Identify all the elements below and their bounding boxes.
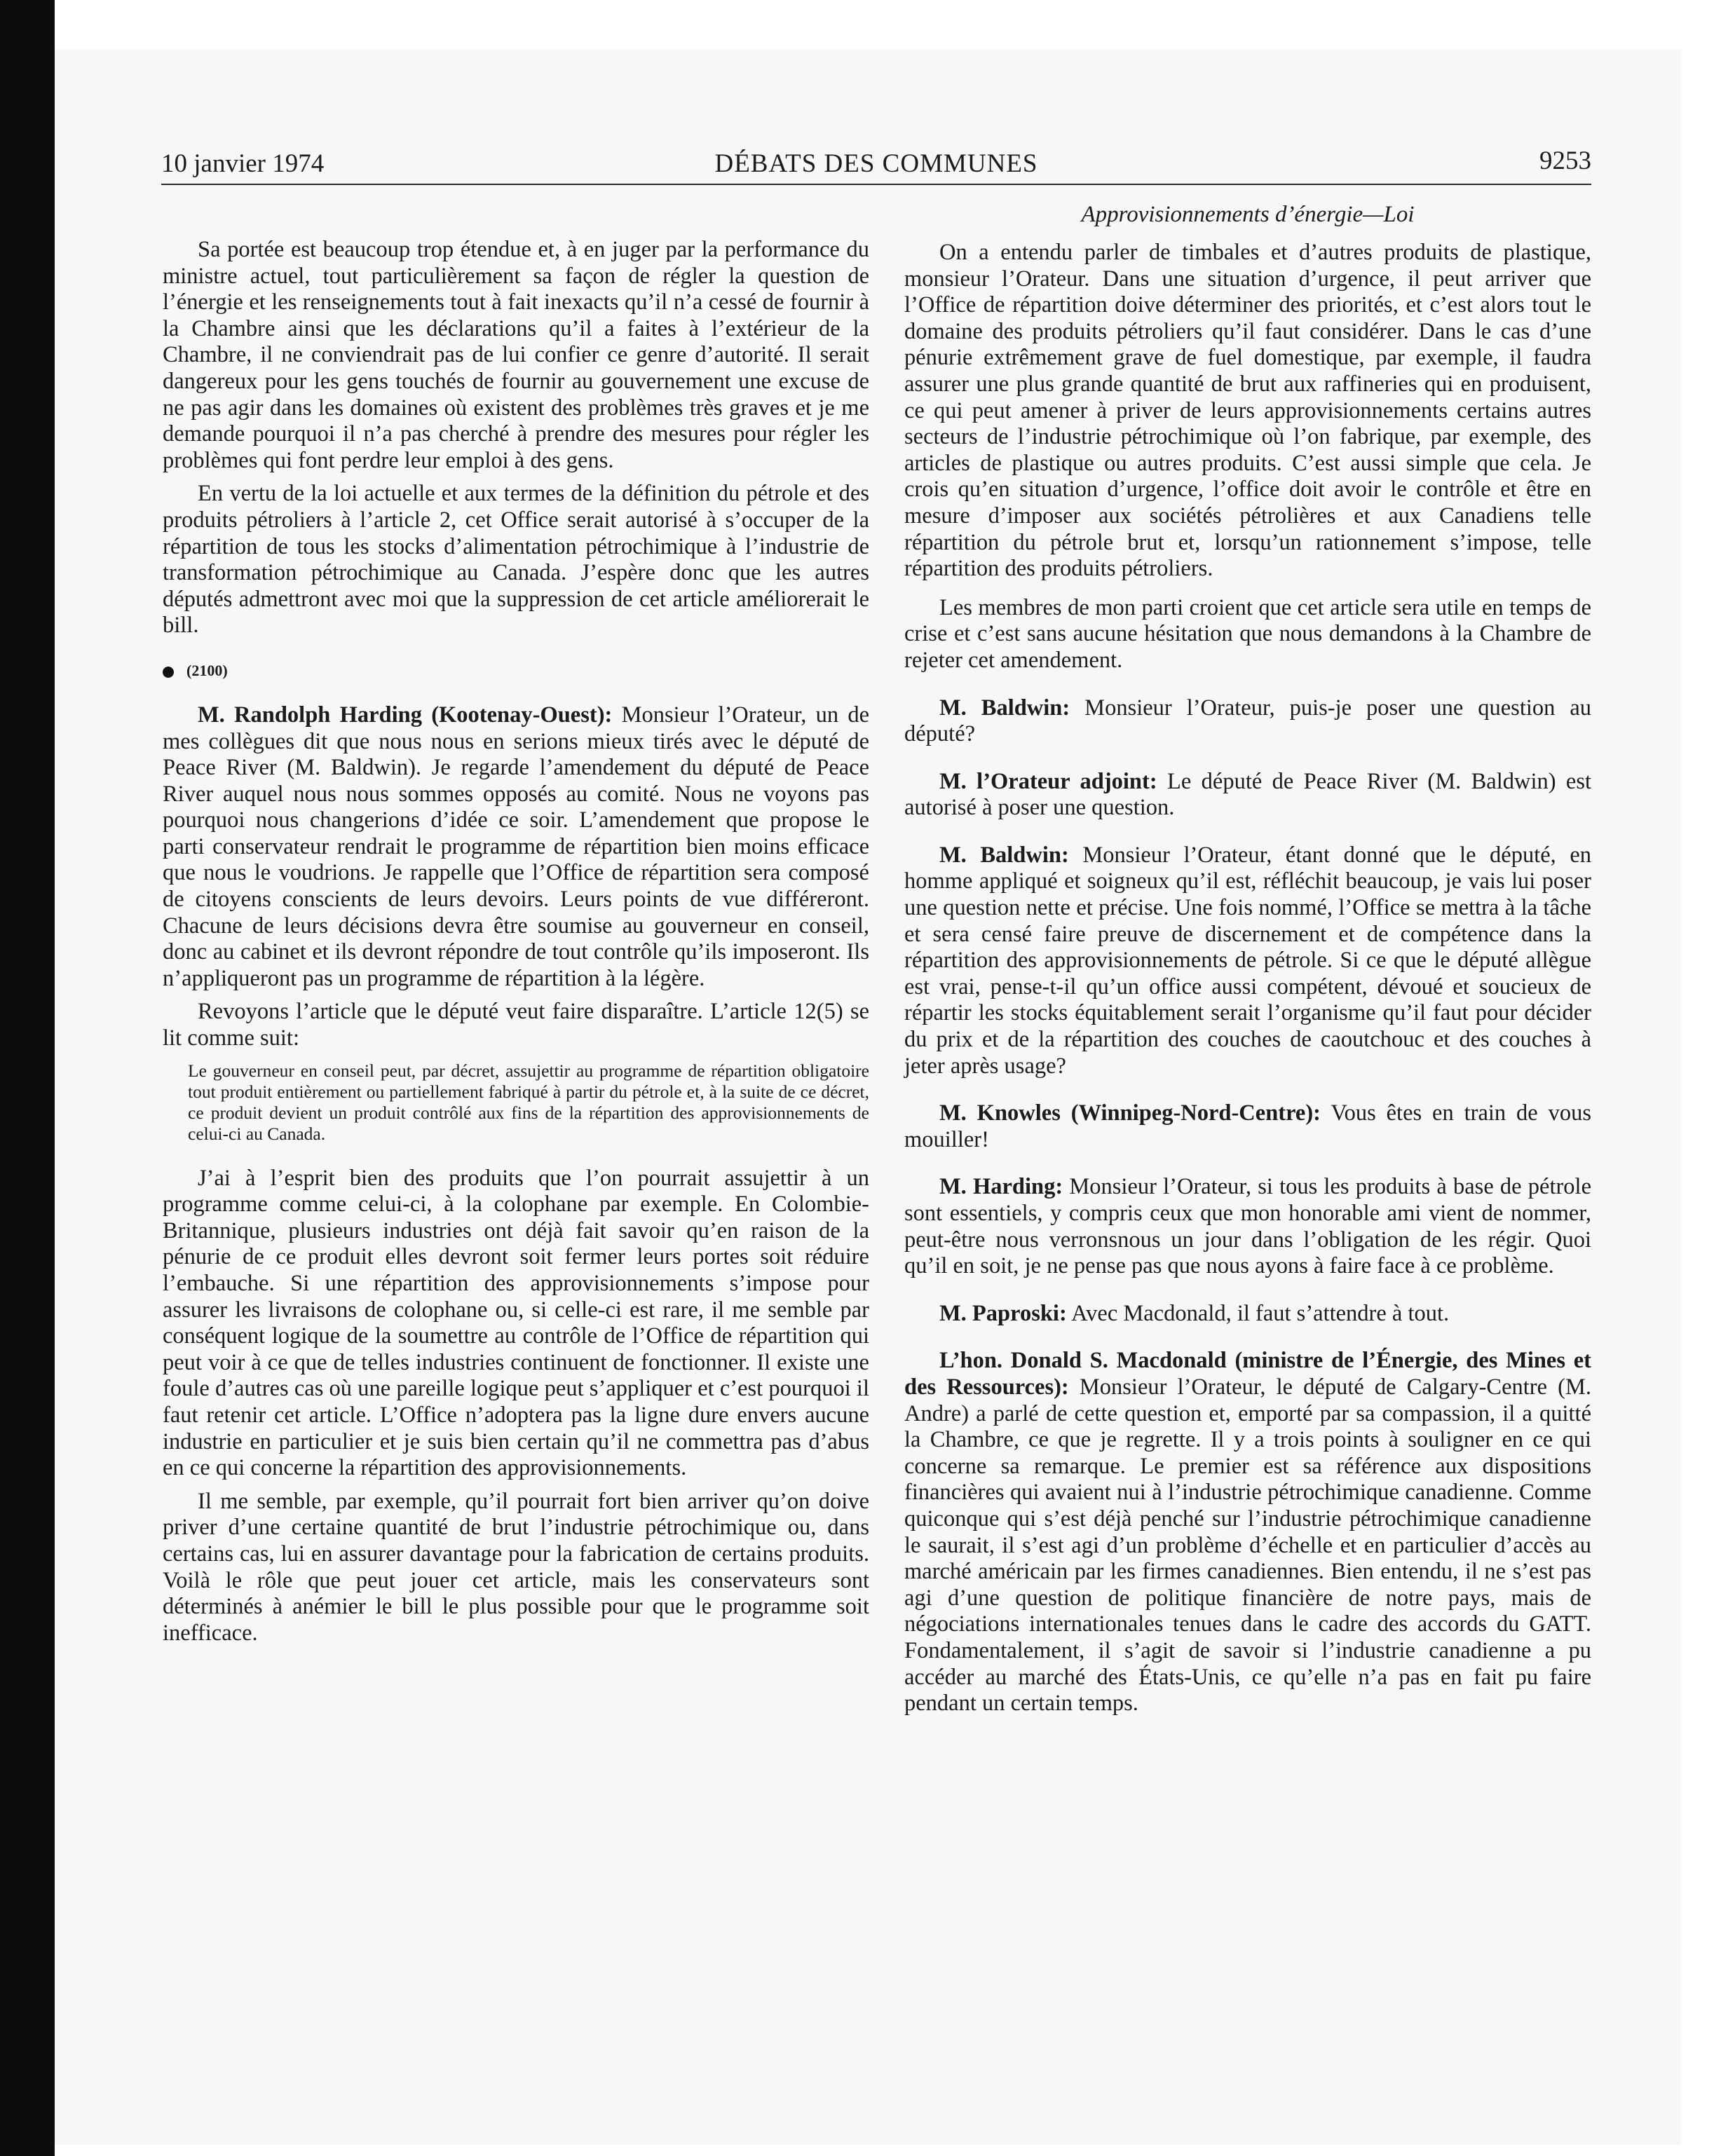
- speech-text: Monsieur l’Orateur, si tous les produits à base de pétrole sont essentiels, y compris ceux que mon honorable ami vient de nommer, peut-être nous verronsnous un jour dans l’obligation de les régir. Quoi qu’il en soit, je ne pense pas que nous ayons à faire face à ce problème.: [904, 1174, 1592, 1279]
- paragraph: On a entendu parler de timbales et d’autres produits de plastique, monsieur l’Orateur. Dans une situation d’urgence, il peut arriver que l’Office de répartition doive déterminer des priorités, et c’est alors tout le domaine des produits pétroliers qu’il faut considérer. Dans le cas d’une pénurie extrêmement grave de fuel domestique, par exemple, il faudra assurer une plus grande quantité de brut aux raffineries qui en produisent, ce qui peut amener à priver de leurs approvisionnements certains autres secteurs de l’industrie pétrochimique où l’on fabrique, par exemple, des articles de plastique ou autres produits. C’est aussi simple que cela. Je crois qu’en situation d’urgence, l’office doit avoir le contrôle et être en mesure d’imposer aux sociétés pétrolières et aux Canadiens telle répartition du pétrole brut et, lorsqu’un rationnement s’impose, telle répartition des produits pétroliers.: [904, 240, 1591, 582]
- page-number: 9253: [1539, 146, 1591, 175]
- speaker-name: M. Paproski:: [939, 1300, 1067, 1326]
- speech-paragraph: [904, 1301, 1591, 1328]
- speech-paragraph: [904, 842, 1591, 1079]
- speech-text: Monsieur l’Orateur, le député de Calgary-Centre (M. Andre) a parlé de cette question et, emporté par sa compassion, il a quitté la Chambre, ce que je regrette. Il y a trois points à souligner en ce qui concerne sa remarque. Le premier est sa référence aux dispositions financières qui avaient nui à l’industrie pétrochimique canadienne. Comme quiconque qui s’est déjà penché sur l’industrie pétrochimique canadienne le saurait, il s’est agi d’un problème d’échelle et en particulier d’accès au marché américain par les firmes canadiennes. Bien entendu, il ne s’est pas agi d’une question de politique financière de notre pays, mais de négociations internationales tenues dans le cadre des accords du GATT. Fondamentalement, il s’agit de savoir si l’industrie canadienne a pu accéder au marché des États-Unis, ce qu’elle n’a pas en fait pu faire pendant un certain temps.: [904, 1374, 1592, 1717]
- speaker-name: L’hon. Donald S. Macdonald (ministre de l’Énergie, des Mines et des Ressources):: [904, 1348, 1591, 1400]
- right-column: [904, 240, 1591, 1717]
- header-date: 10 janvier 1974: [161, 149, 325, 178]
- time-marker-text: (2100): [186, 661, 228, 679]
- speech-paragraph: [904, 1100, 1591, 1153]
- speaker-name: M. l’Orateur adjoint:: [939, 768, 1157, 794]
- speech-paragraph: [904, 1348, 1591, 1717]
- running-head: Approvisionnements d’énergie—Loi: [1081, 202, 1415, 227]
- speech-text: Monsieur l’Orateur, étant donné que le député, en homme appliqué et soigneux qu’il est, réfléchit beaucoup, je vais lui poser une question nette et précise. Une fois nommé, l’Office se mettra à la tâche et sera censé faire preuve de discernement et de compétence dans la répartition des approvisionnements de pétrole. Si ce que le député allègue est vrai, pense-t-il qu’un office aussi compétent, dévoué et soucieux de répartir les stocks équitablement serait l’organisme qu’il faut pour décider du prix et de la répartition des couches de caoutchouc et des couches à jeter après usage?: [904, 842, 1592, 1079]
- bullet-icon: [163, 667, 174, 678]
- page-header: [161, 146, 1591, 188]
- speech-text: Le député de Peace River (M. Baldwin) est autorisé à poser une question.: [904, 768, 1592, 821]
- quoted-article: [163, 1060, 869, 1145]
- header-rule: [161, 184, 1591, 185]
- speech-paragraph: [163, 702, 869, 992]
- speech-text: Monsieur l’Orateur, puis-je poser une question au député?: [904, 695, 1592, 747]
- paragraph: J’ai à l’esprit bien des produits que l’on pourrait assujettir à un programme comme celui-ci, à la colophane par exemple. En Colombie-Britannique, plusieurs industries ont déjà fait savoir qu’en raison de la pénurie de ce produit elles devront soit fermer leurs portes soit réduire l’embauche. Si une répartition des approvisionnements s’impose pour assurer les livraisons de colophane ou, si celle-ci est rare, il me semble par conséquent logique de la soumettre au contrôle de l’Office de répartition qui peut voir à ce que de telles industries continuent de fonctionner. Il existe une foule d’autres cas où une pareille logique peut s’appliquer et c’est pourquoi il faut retenir cet article. L’Office n’adoptera pas la ligne dure envers aucune industrie en particulier et je suis bien certain qu’il ne commettra pas d’abus en ce qui concerne la répartition des approvisionnements.: [163, 1165, 869, 1481]
- paragraph: Les membres de mon parti croient que cet article sera utile en temps de crise et c’est sans aucune hésitation que nous demandons à la Chambre de rejeter cet amendement.: [904, 594, 1591, 673]
- speech-text: Monsieur l’Orateur, un de mes collègues dit que nous nous en serions mieux tirés avec le député de Peace River (M. Baldwin). Je regarde l’amendement du député de Peace River auquel nous nous sommes opposés au comité. Nous ne voyons pas pourquoi nous changerions d’idée ce soir. L’amendement que propose le parti conservateur rendrait le programme de répartition bien moins efficace que nous le voudrions. Je rappelle que l’Office de répartition sera composé de citoyens conscients de leurs devoirs. Leurs points de vue différeront. Chacune de leurs décisions devra être soumise au gouverneur en conseil, donc au cabinet et ils devront répondre de tout contrôle qu’ils imposeront. Ils n’appliqueront pas un programme de répartition à la légère.: [163, 702, 870, 991]
- time-marker: [163, 660, 869, 681]
- paragraph: Revoyons l’article que le député veut faire disparaître. L’article 12(5) se lit comme suit:: [163, 999, 869, 1051]
- header-title: DÉBATS DES COMMUNES: [714, 149, 1038, 178]
- paragraph: En vertu de la loi actuelle et aux termes de la définition du pétrole et des produits pétroliers à l’article 2, cet Office serait autorisé à s’occuper de la répartition de tous les stocks d’alimentation pétrochimique à l’industrie de transformation pétrochimique au Canada. J’espère donc que les autres députés admettront avec moi que la suppression de cet article améliorerait le bill.: [163, 481, 869, 639]
- speaker-name: M. Harding:: [939, 1174, 1063, 1200]
- speaker-name: M. Knowles (Winnipeg-Nord-Centre):: [939, 1100, 1321, 1126]
- paragraph: Il me semble, par exemple, qu’il pourrait fort bien arriver qu’on doive priver d’une certaine quantité de brut l’industrie pétrochimique ou, dans certains cas, lui en assurer davantage pour la fabrication de certains produits. Voilà le rôle que peut jouer cet article, mais les conservateurs sont déterminés à anémier le bill le plus possible pour que le programme soit inefficace.: [163, 1488, 869, 1646]
- paragraph: Sa portée est beaucoup trop étendue et, à en juger par la performance du ministre actuel, tout particulièrement sa façon de régler la question de l’énergie et les renseignements tout à fait inexacts qu’il n’a cessé de fournir à la Chambre ainsi que les déclarations qu’il a faites à l’extérieur de la Chambre, il ne conviendrait pas de lui confier ce genre d’autorité. Il serait dangereux pour les gens touchés de fournir au gouvernement une excuse de ne pas agir dans les domaines où existent des problèmes très graves et je me demande pourquoi il n’a pas cherché à prendre des mesures pour régler les problèmes qui font perdre leur emploi à des gens.: [163, 237, 869, 473]
- speech-paragraph: [904, 769, 1591, 821]
- speech-paragraph: [904, 695, 1591, 748]
- left-column: [163, 237, 869, 1646]
- speech-paragraph: [904, 1174, 1591, 1279]
- speaker-name: M. Baldwin:: [939, 695, 1070, 721]
- speaker-name: M. Baldwin:: [939, 842, 1069, 868]
- speech-text: Vous êtes en train de vous mouiller!: [904, 1100, 1591, 1152]
- quote-text: Le gouverneur en conseil peut, par décret, assujettir au programme de répartition obligatoire tout produit entièrement ou partiellement fabriqué à partir du pétrole et, à la suite de ce décret, ce produit devient un produit contrôlé aux fins de la répartition des approvisionnements de celui-ci au Canada.: [188, 1060, 869, 1144]
- speech-text: Avec Macdonald, il faut s’attendre à tout.: [1071, 1300, 1450, 1326]
- speaker-name: M. Randolph Harding (Kootenay-Ouest):: [198, 702, 613, 728]
